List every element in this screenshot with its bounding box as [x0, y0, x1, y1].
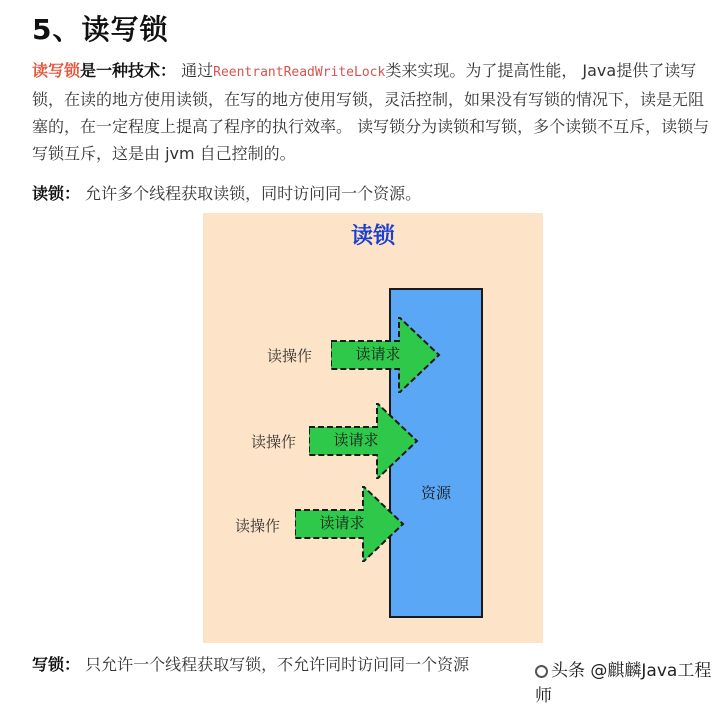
- watermark: [535, 656, 720, 706]
- read-lock-diagram: [203, 213, 543, 643]
- intro-pre-code: 通过: [176, 61, 214, 80]
- read-operation-label: 读操作: [267, 347, 313, 365]
- read-request-label: 读请求: [355, 345, 401, 363]
- read-operation-label: 读操作: [235, 517, 281, 535]
- write-lock-text: 只允许一个线程获取写锁，不允许同时访问同一个资源: [80, 655, 470, 674]
- read-lock-label: 读锁：: [32, 184, 81, 203]
- read-lock-text: 允许多个线程获取读锁，同时访问同一个资源。: [80, 184, 422, 203]
- intro-body: 类来实现。为了提高性能， Java提供了读写锁，在读的地方使用读锁，在写的地方使用写锁，灵活控制，如果没有写锁的情况下，读是无阻塞的，在一定程度上提高了程序的执行效率。 读写锁分为读锁和写锁，多个读锁不互斥，读锁与写锁互斥，这是由 jvm 自己控制的。: [32, 61, 710, 163]
- section-heading: 5、读写锁: [32, 13, 169, 46]
- intro-lead-bold: 是一种技术：: [80, 61, 177, 80]
- toutiao-logo-icon: [535, 665, 548, 678]
- watermark-text: 头条 @麒麟Java工程师: [535, 661, 712, 706]
- read-operation-label: 读操作: [251, 433, 297, 451]
- resource-label: 资源: [420, 484, 451, 502]
- read-lock-line: [32, 181, 421, 204]
- read-request-arrow: [309, 403, 419, 479]
- diagram-title: 读锁: [350, 224, 395, 249]
- write-lock-line: [32, 652, 469, 675]
- read-request-label: 读请求: [319, 514, 365, 532]
- read-request-label: 读请求: [333, 431, 379, 449]
- read-request-arrow: [295, 486, 405, 562]
- inline-code-class: ReentrantReadWriteLock: [213, 65, 386, 80]
- write-lock-label: 写锁：: [32, 655, 81, 674]
- intro-lead-term: 读写锁: [32, 61, 81, 80]
- read-request-arrow: [331, 317, 441, 393]
- intro-paragraph: [32, 57, 712, 167]
